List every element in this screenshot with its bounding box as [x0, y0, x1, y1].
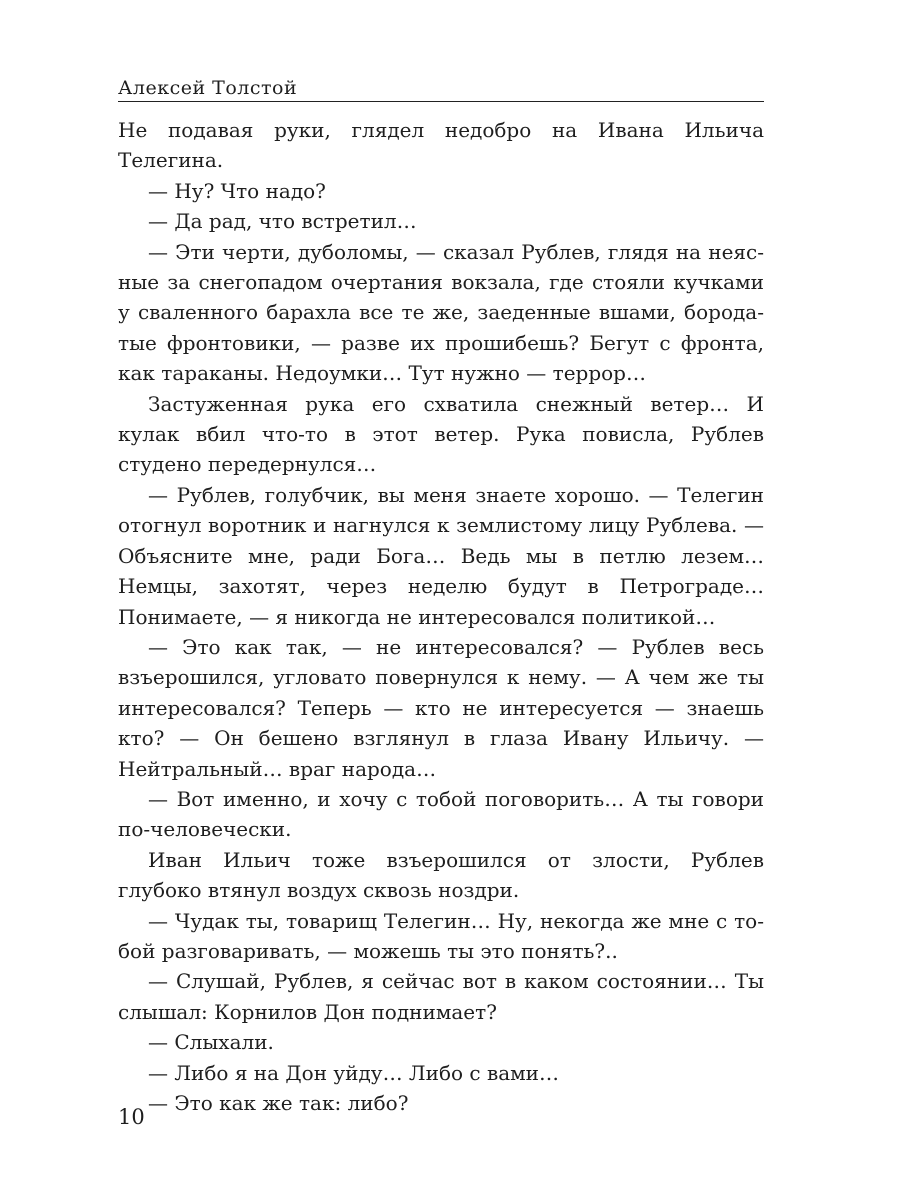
body-text	[118, 115, 764, 1118]
paragraph: — Да рад, что встретил…	[148, 209, 417, 234]
paragraph: — Это как так, — не интересовался? — Рублев весь взъерошился, угловато повернулся к нему. — А чем же ты интересовался? Теперь — кто не интересуется — знаешь кто? — Он бешено взглянул в глаза Ивану Ильичу. — Нейтральный… враг народа…	[118, 634, 764, 781]
paragraph: — Ну? Что надо?	[148, 178, 326, 203]
paragraph: — Либо я на Дон уйду… Либо с вами…	[148, 1060, 560, 1085]
paragraph: Иван Ильич тоже взъерошился от злости, Рублев глубоко втянул воздух сквозь ноздри.	[118, 847, 764, 903]
paragraph: — Эти черти, дуболомы, — сказал Рублев, глядя на неясные за снегопадом очертания вокзала, где стояли кучками у сваленного барахла все те же, заеденные вшами, бородатые фронтовики, — разве их прошибешь? Бегут с фронта, как тараканы. Недоумки… Тут нужно — террор…	[118, 239, 764, 386]
paragraph: — Слушай, Рублев, я сейчас вот в каком состоянии… Ты слышал: Корнилов Дон поднимает?	[118, 969, 764, 1024]
paragraph: — Слыхали.	[148, 1030, 274, 1055]
paragraph: Застуженная рука его схватила снежный ветер… И кулак вбил что-то в этот ветер. Рука повисла, Рублев студено передернулся…	[118, 391, 764, 477]
running-header: Алексей Толстой	[118, 77, 298, 99]
paragraph: Не подавая руки, глядел недобро на Ивана Ильича Телегина.	[118, 118, 764, 173]
paragraph: — Чудак ты, товарищ Телегин… Ну, некогда же мне с тобой разговаривать, — можешь ты это понять?..	[118, 908, 764, 963]
page-number: 10	[118, 1105, 145, 1129]
paragraph: — Это как же так: либо?	[148, 1091, 409, 1115]
paragraph: — Вот именно, и хочу с тобой поговорить… А ты говори по-человечески.	[118, 786, 764, 842]
paragraph: — Рублев, голубчик, вы меня знаете хорошо. — Телегин отогнул воротник и нагнулся к землистому лицу Рублева. — Объясните мне, ради Бога… Ведь мы в петлю лезем… Немцы, захотят, через неделю будут в Петрограде… Понимаете, — я никогда не интересовался политикой…	[118, 482, 764, 629]
header-rule	[118, 101, 764, 102]
